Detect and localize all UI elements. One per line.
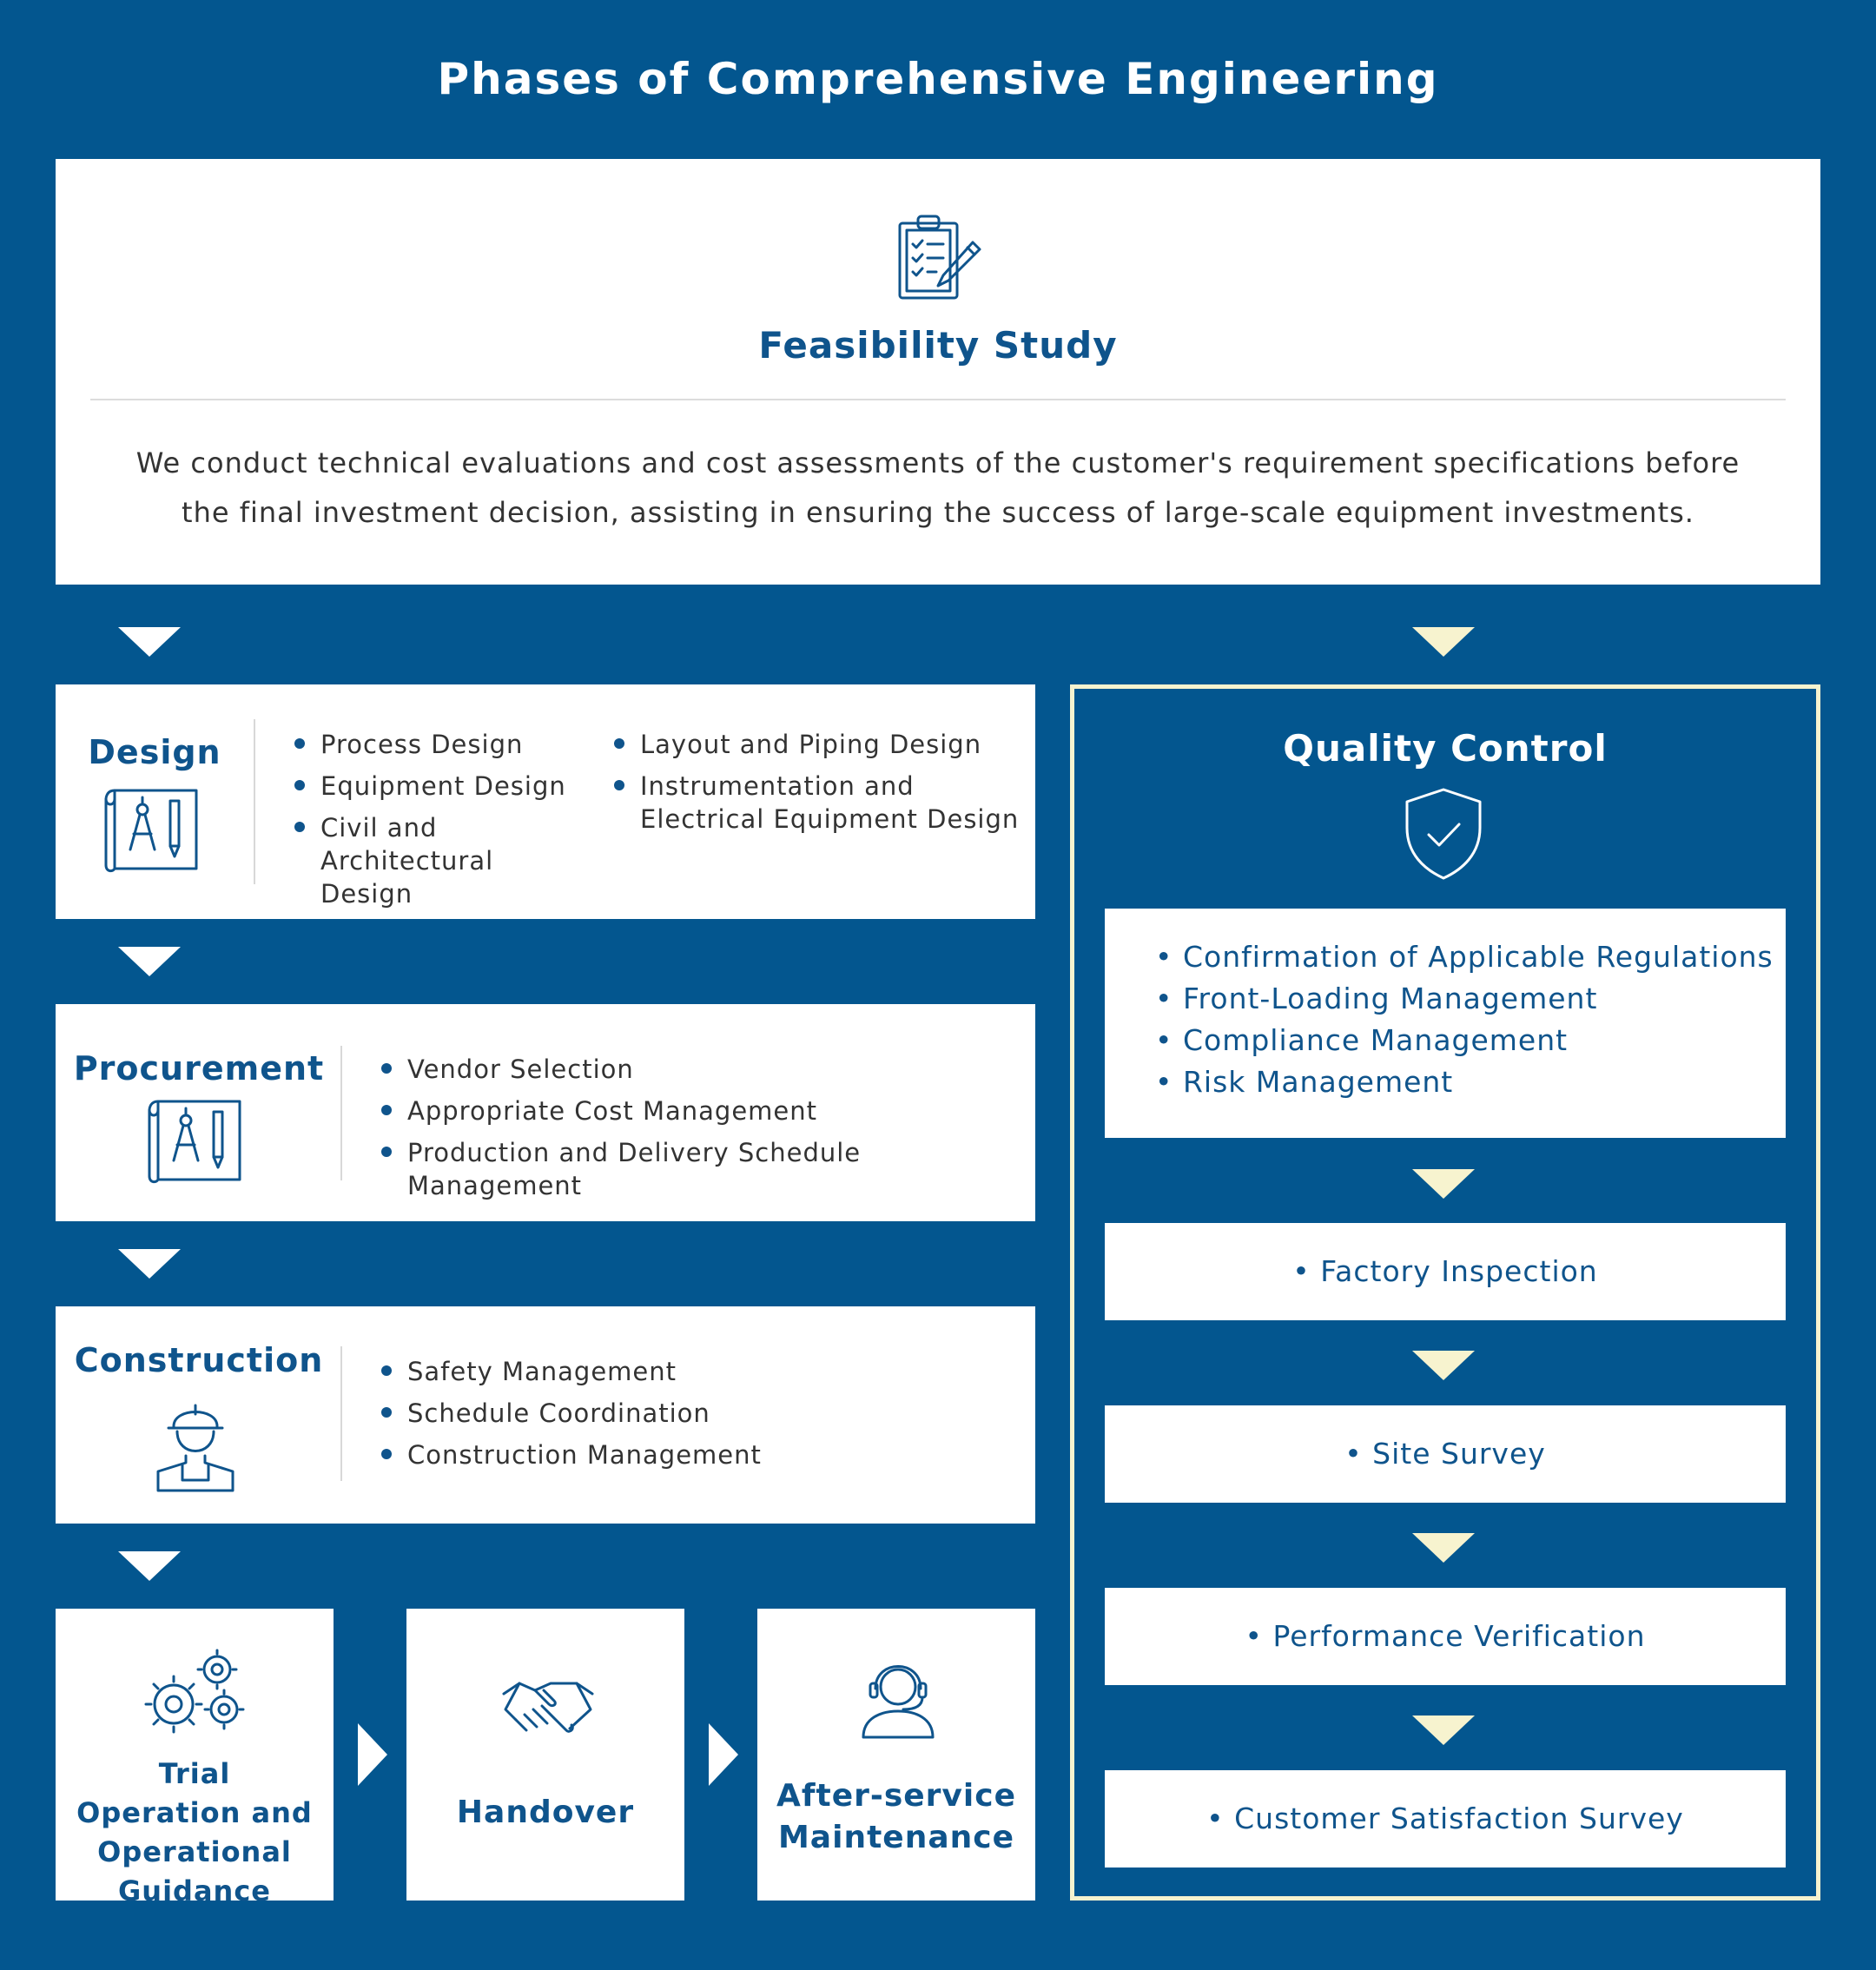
clipboard-checklist-icon bbox=[889, 211, 985, 307]
qc-regulations-box bbox=[1105, 909, 1786, 1138]
shield-check-icon bbox=[1400, 786, 1487, 882]
arrow-right bbox=[709, 1723, 738, 1786]
handover-card bbox=[406, 1609, 684, 1901]
trial-operation-card bbox=[56, 1609, 334, 1907]
design-title: Design bbox=[88, 733, 221, 771]
list-item: • Front-Loading Management bbox=[1155, 978, 1780, 1020]
procurement-title: Procurement bbox=[73, 1049, 325, 1087]
qc-step-customer-satisfaction bbox=[1105, 1770, 1786, 1868]
arrow-down bbox=[118, 627, 181, 657]
design-list-right bbox=[614, 728, 1022, 844]
blueprint-compass-icon bbox=[99, 780, 203, 876]
list-item: Layout and Piping Design bbox=[614, 728, 1022, 761]
construction-divider bbox=[340, 1346, 342, 1481]
list-item: Production and Delivery Schedule Management bbox=[381, 1136, 1024, 1202]
list-item: Civil and Architectural Design bbox=[294, 811, 590, 910]
procurement-card bbox=[56, 1004, 1035, 1221]
list-item: Appropriate Cost Management bbox=[381, 1094, 1024, 1127]
arrow-down bbox=[118, 947, 181, 976]
design-divider bbox=[254, 719, 255, 884]
list-item: • Compliance Management bbox=[1155, 1020, 1780, 1061]
blueprint-compass-icon bbox=[142, 1091, 247, 1187]
list-item: Equipment Design bbox=[294, 770, 590, 803]
arrow-right bbox=[358, 1723, 387, 1786]
qc-first-list bbox=[1155, 936, 1780, 1103]
list-item: Instrumentation and Electrical Equipment Design bbox=[614, 770, 1022, 836]
list-item: Construction Management bbox=[381, 1438, 1024, 1471]
arrow-down-qc bbox=[1412, 1715, 1475, 1745]
handshake-icon bbox=[500, 1675, 596, 1744]
feasibility-card bbox=[56, 159, 1820, 585]
construction-list bbox=[381, 1355, 1024, 1480]
construction-worker-icon bbox=[148, 1393, 243, 1497]
list-item: Process Design bbox=[294, 728, 590, 761]
list-item: • Risk Management bbox=[1155, 1061, 1780, 1103]
list-item: Schedule Coordination bbox=[381, 1397, 1024, 1430]
procurement-divider bbox=[340, 1046, 342, 1180]
qc-step-factory-inspection bbox=[1105, 1223, 1786, 1320]
page-title: Phases of Comprehensive Engineering bbox=[437, 54, 1439, 104]
gears-icon bbox=[139, 1647, 252, 1742]
feasibility-description: We conduct technical evaluations and cost assessments of the customer's requirement specifications before the final investment decision, assisting in ensuring the success of large-scale equipment investments. bbox=[135, 446, 1741, 529]
list-item: Vendor Selection bbox=[381, 1053, 1024, 1086]
quality-control-title: Quality Control bbox=[1283, 727, 1608, 770]
list-item: • Confirmation of Applicable Regulations bbox=[1155, 936, 1780, 978]
headset-support-icon bbox=[855, 1654, 941, 1741]
quality-control-frame bbox=[1070, 684, 1820, 1901]
design-list-left bbox=[294, 728, 590, 919]
arrow-down-qc bbox=[1412, 1351, 1475, 1380]
qc-step-label: • Customer Satisfaction Survey bbox=[1206, 1801, 1684, 1835]
arrow-down-qc bbox=[1412, 1533, 1475, 1563]
design-card bbox=[56, 684, 1035, 919]
construction-title: Construction bbox=[74, 1341, 324, 1379]
qc-step-label: • Site Survey bbox=[1344, 1437, 1546, 1471]
feasibility-title: Feasibility Study bbox=[758, 324, 1118, 367]
trial-operation-title: Trial Operation and Operational Guidance bbox=[76, 1757, 313, 1907]
arrow-down bbox=[118, 1249, 181, 1279]
qc-step-performance-verification bbox=[1105, 1588, 1786, 1685]
qc-step-site-survey bbox=[1105, 1405, 1786, 1503]
arrow-down bbox=[118, 1551, 181, 1581]
feasibility-divider bbox=[90, 399, 1786, 400]
qc-step-label: • Factory Inspection bbox=[1292, 1254, 1597, 1288]
qc-step-label: • Performance Verification bbox=[1245, 1619, 1646, 1653]
construction-card bbox=[56, 1306, 1035, 1524]
list-item: Safety Management bbox=[381, 1355, 1024, 1388]
arrow-down-qc bbox=[1412, 1169, 1475, 1199]
arrow-down-qc bbox=[1412, 627, 1475, 657]
after-service-card bbox=[757, 1609, 1035, 1901]
handover-title: Handover bbox=[456, 1795, 635, 1830]
after-service-title: After-service Maintenance bbox=[776, 1778, 1016, 1855]
procurement-list bbox=[381, 1053, 1024, 1211]
